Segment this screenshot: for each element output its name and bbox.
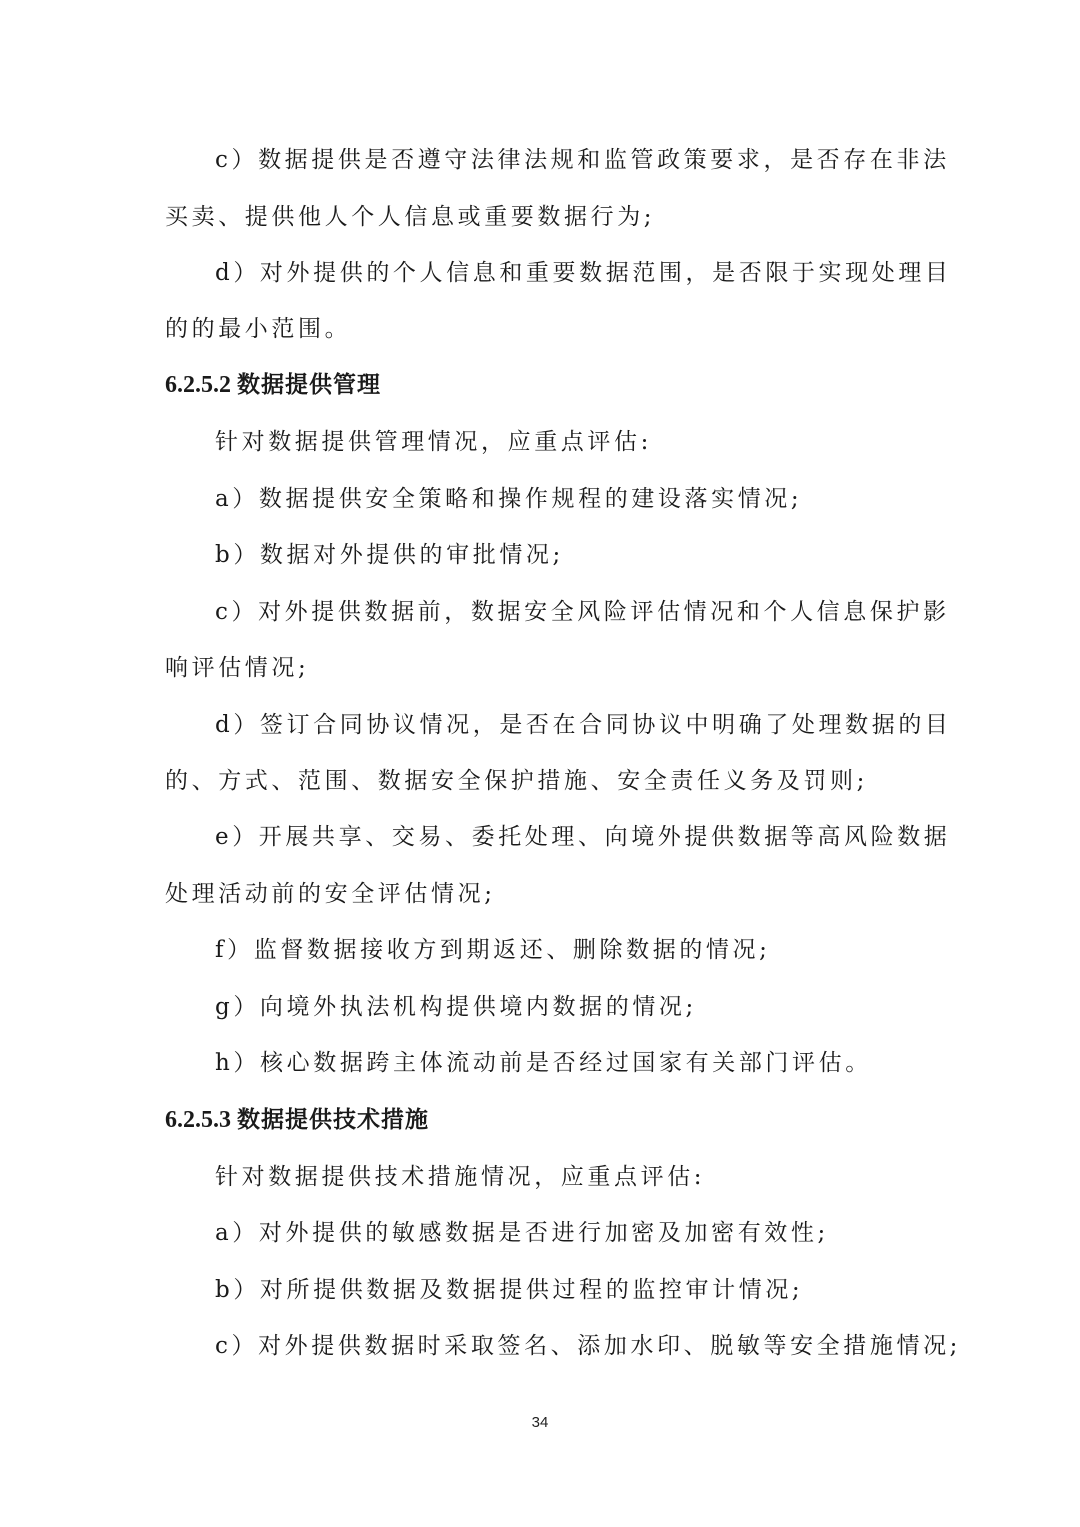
list-item-c-line1: c）数据提供是否遵守法律法规和监管政策要求，是否存在非法 [215,147,950,173]
section-title: 数据提供管理 [237,371,381,398]
list-item-c-line2: 买卖、提供他人个人信息或重要数据行为; [165,204,656,230]
section-title: 数据提供技术措施 [237,1106,429,1133]
section-intro: 针对数据提供技术措施情况，应重点评估: [215,1164,706,1190]
section-intro: 针对数据提供管理情况，应重点评估: [215,429,652,455]
list-item-continuation: 的、方式、范围、数据安全保护措施、安全责任义务及罚则; [165,768,868,794]
list-item-d-line1: d）对外提供的个人信息和重要数据范围，是否限于实现处理目 [215,260,952,286]
section-number: 6.2.5.3 [165,1107,231,1133]
list-item: b）数据对外提供的审批情况; [215,542,564,568]
list-item: a）对外提供的敏感数据是否进行加密及加密有效性; [215,1220,829,1246]
list-item: e）开展共享、交易、委托处理、向境外提供数据等高风险数据 [215,824,951,850]
page-number: 34 [531,1414,549,1431]
list-item: b）对所提供数据及数据提供过程的监控审计情况; [215,1277,804,1303]
list-item: c）对外提供数据前，数据安全风险评估情况和个人信息保护影 [215,599,950,625]
section-heading-6253 [165,1105,429,1135]
list-item: g）向境外执法机构提供境内数据的情况; [215,994,697,1020]
list-item: d）签订合同协议情况，是否在合同协议中明确了处理数据的目 [215,712,952,738]
section-number: 6.2.5.2 [165,372,231,398]
list-item-continuation: 处理活动前的安全评估情况; [165,881,496,907]
list-item: h）核心数据跨主体流动前是否经过国家有关部门评估。 [215,1050,872,1076]
list-item: c）对外提供数据时采取签名、添加水印、脱敏等安全措施情况; [215,1333,962,1359]
list-item-continuation: 响评估情况; [165,655,310,681]
list-item: a）数据提供安全策略和操作规程的建设落实情况; [215,486,803,512]
list-item-d-line2: 的的最小范围。 [165,316,352,342]
section-heading-6252 [165,370,381,400]
list-item: f）监督数据接收方到期返还、删除数据的情况; [215,937,771,963]
